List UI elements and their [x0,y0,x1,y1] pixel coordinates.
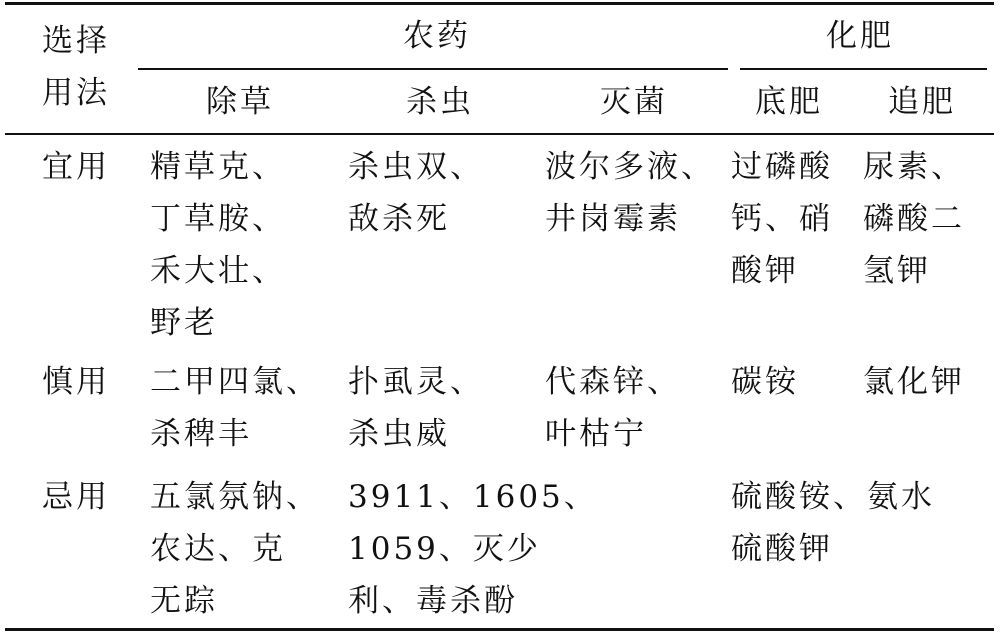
cell-caution-base: 碳铵 [731,364,799,400]
cell-caution-weed: 二甲四氯、 杀稗丰 [150,364,320,452]
header-weed-control: 除草 [206,84,274,120]
header-top-dressing: 追肥 [888,84,956,120]
header-pesticide-group: 农药 [403,18,471,54]
fertilizer-group-rule [740,68,987,70]
header-fungus-control: 灭菌 [600,84,668,120]
row-label-recommended: 宜用 [42,149,110,185]
row-label-avoid: 忌用 [42,479,110,515]
cell-recommended-fungus: 波尔多液、 井岗霉素 [545,149,715,237]
header-bottom-rule [5,133,994,135]
header-insect-control: 杀虫 [406,84,474,120]
cell-recommended-base: 过磷酸 钙、硝 酸钾 [731,149,833,289]
table-top-rule [5,2,994,5]
row-label-caution: 慎用 [42,364,110,400]
cell-caution-top: 氯化钾 [863,364,965,400]
cell-recommended-insect: 杀虫双、 敌杀死 [348,149,484,237]
cell-avoid-weed: 五氯氛钠、 农达、克 无踪 [150,479,320,619]
cell-caution-fungus: 代森锌、 叶枯宁 [545,364,681,452]
cell-avoid-insect: 3911、1605、 1059、灭少 利、毒杀酚 [348,479,598,619]
header-fertilizer-group: 化肥 [826,18,894,54]
cell-recommended-weed: 精草克、 丁草胺、 禾大壮、 野老 [150,149,286,341]
cell-caution-insect: 扑虱灵、 杀虫威 [348,364,484,452]
cell-avoid-base: 硫酸铵、氨水 硫酸钾 [731,479,935,567]
header-usage-selection: 选择 用法 [42,23,110,111]
cell-recommended-top: 尿素、 磷酸二 氢钾 [863,149,965,289]
header-base-fertilizer: 底肥 [755,84,823,120]
table-bottom-rule [5,628,994,631]
pesticide-group-rule [138,68,728,70]
